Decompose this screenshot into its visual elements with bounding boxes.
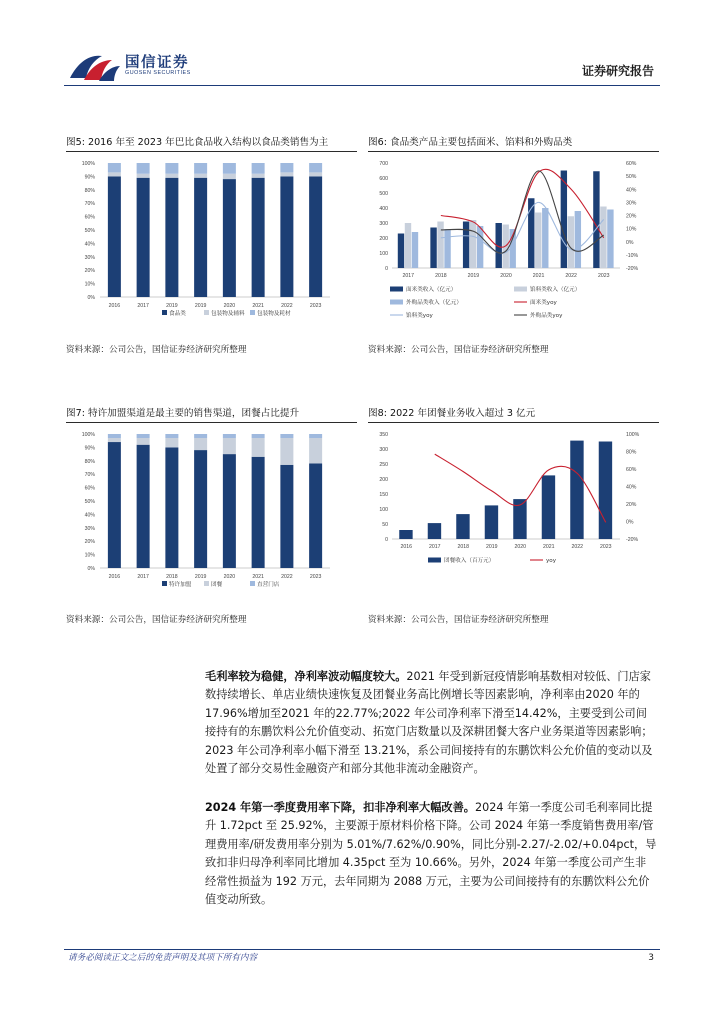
legend-label: 外购品类yoy: [530, 313, 563, 319]
figure-6-title: 图6: 食品类产品主要包括面米、馅料和外购品类: [368, 135, 659, 152]
legend-label: 团餐: [211, 582, 223, 588]
bar: [570, 441, 583, 539]
bar-segment: [252, 178, 265, 297]
page-number: 3: [648, 953, 654, 963]
paragraph-q1-analysis: [205, 799, 657, 909]
bar-segment: [108, 172, 121, 176]
bar-segment: [194, 434, 207, 438]
bar: [575, 211, 581, 268]
x-tick-label: 2017: [137, 574, 149, 580]
y-tick-label: 20%: [84, 268, 95, 275]
bar-segment: [108, 442, 121, 568]
y2-tick-label: 20%: [626, 502, 637, 508]
x-tick-label: 2021: [252, 574, 264, 580]
x-tick-label: 2020: [514, 544, 527, 550]
y2-tick-label: -20%: [626, 266, 639, 272]
bar: [412, 232, 418, 268]
y-tick-label: 10%: [84, 281, 95, 288]
bar-segment: [252, 174, 265, 178]
bar-segment: [165, 434, 178, 438]
bar-segment: [194, 178, 207, 297]
legend-swatch: [428, 558, 441, 563]
x-tick-label: 2016: [108, 303, 121, 309]
paragraph-text: 2024 年第一季度公司毛利率同比提升 1.72pct 至 25.92%，主要源于原材料价格下降。公司 2024 年第一季度销售费用率/管理费用率/研发费用率分别为 5.01%/7.62%/0.90%，同比分别-2.27/-2.02/+0.04pct，导致扣非归母净利率同比增加 4.35pct 至为 10.66%。另外，2024 年第一季度公司产生非经常性损益为 192 万元，去年同期为 2088 万元，主要为公司间接持有的东鹏饮料公允价值变动所致。: [205, 801, 657, 907]
x-tick-label: 2020: [223, 303, 236, 309]
y2-tick-label: 0%: [626, 519, 634, 526]
bar-segment: [280, 434, 293, 438]
bar: [542, 475, 555, 539]
bar: [535, 213, 541, 269]
legend-label: 包装物及辅料: [211, 311, 245, 317]
y-tick-label: 60%: [84, 485, 95, 492]
y-tick-label: 50%: [84, 228, 95, 234]
legend-label: 直营门店: [257, 582, 280, 588]
bar-segment: [165, 178, 178, 297]
x-tick-label: 2020: [500, 273, 512, 279]
bar-segment: [309, 163, 322, 172]
y-tick-label: 300: [379, 447, 388, 453]
y-tick-label: 100%: [81, 161, 95, 167]
y-tick-label: 30%: [84, 525, 95, 532]
legend-swatch: [514, 287, 527, 292]
paragraph-text: 2021 年受到新冠疫情影响基数相对较低、门店家数持续增长、单店业绩快速恢复及团餐业务高比例增长等因素影响，净利率由2020 年的17.96%增加至2021 年的22.77%;2022 年公司净利率下滑至14.42%，主要受到公司间接持有的东鹏饮料公允价值变动、拓宽门店数量以及深耕团餐大客户业务渠道等因素影响；2023 年公司净利率小幅下滑至 13.21%，系公司间接持有的东鹏饮料公允价值的变动以及处置了部分交易性金融资产和部分其他非流动金融资产。: [205, 670, 653, 776]
y-tick-label: 350: [379, 432, 388, 438]
figure-8-title: 图8: 2022 年团餐业务收入超过 3 亿元: [368, 406, 659, 423]
x-tick-label: 2019: [194, 574, 207, 580]
bar-segment: [108, 438, 121, 442]
bar-segment: [137, 445, 150, 568]
y-tick-label: 700: [379, 161, 388, 167]
footer-divider: [64, 949, 660, 950]
legend-swatch: [250, 581, 255, 586]
legend-label: 馅料类yoy: [406, 313, 433, 319]
bar: [485, 505, 498, 539]
bar-segment: [280, 172, 293, 176]
x-tick-label: 2018: [166, 574, 178, 580]
bar-segment: [252, 434, 265, 438]
x-tick-label: 2017: [137, 303, 149, 309]
figure-6: [368, 135, 659, 360]
bar: [607, 210, 613, 269]
legend-label: 食品类: [169, 311, 186, 317]
y-tick-label: 50%: [84, 499, 95, 505]
bar-segment: [108, 434, 121, 438]
bar: [456, 514, 469, 539]
x-tick-label: 2023: [309, 574, 322, 580]
x-tick-label: 2019: [166, 303, 178, 309]
y-tick-label: 200: [379, 477, 388, 483]
x-tick-label: 2019: [194, 303, 207, 309]
bar: [593, 171, 599, 268]
figure-5: [66, 135, 357, 360]
x-tick-label: 2017: [428, 544, 441, 550]
y2-tick-label: 60%: [626, 161, 637, 167]
y2-tick-label: 80%: [626, 449, 637, 456]
bar: [437, 222, 443, 269]
bar-segment: [108, 176, 121, 297]
bar: [599, 442, 612, 540]
y-tick-label: 0: [385, 266, 388, 272]
bar: [399, 530, 412, 539]
bar-segment: [223, 174, 236, 179]
bar-segment: [223, 438, 236, 454]
bar: [470, 220, 476, 268]
bar: [561, 171, 567, 269]
legend-swatch: [204, 310, 209, 315]
bar-segment: [194, 174, 207, 178]
figure-7: [66, 406, 357, 631]
y-tick-label: 20%: [84, 539, 95, 546]
bar-segment: [137, 163, 150, 174]
legend-label: 特许加盟: [169, 582, 192, 588]
legend-label: 团餐收入（百万元）: [444, 558, 495, 564]
y-tick-label: 100: [379, 251, 388, 257]
bar-segment: [194, 163, 207, 174]
bar-segment: [309, 434, 322, 438]
bar: [430, 228, 436, 269]
y-tick-label: 80%: [84, 458, 95, 465]
y2-tick-label: 60%: [626, 467, 637, 473]
y-tick-label: 90%: [84, 174, 95, 181]
header-divider: [64, 85, 660, 86]
bar-segment: [280, 163, 293, 172]
figure-7-source: 资料来源：公司公告，国信证券经济研究所整理: [66, 615, 247, 625]
y-tick-label: 400: [379, 206, 388, 212]
bar-segment: [280, 176, 293, 297]
bar: [568, 216, 574, 268]
y-tick-label: 70%: [84, 472, 95, 479]
x-tick-label: 2022: [281, 574, 293, 580]
legend-label: 面米类yoy: [530, 300, 557, 306]
company-logo: [68, 48, 238, 84]
x-tick-label: 2023: [597, 273, 610, 279]
x-tick-label: 2019: [467, 273, 480, 279]
legend-swatch: [204, 581, 209, 586]
bar-segment: [194, 438, 207, 450]
y2-tick-label: 10%: [626, 226, 637, 233]
y-tick-label: 250: [379, 462, 388, 468]
document-type: 证券研究报告: [581, 64, 654, 78]
bar: [405, 223, 411, 268]
y-tick-label: 60%: [84, 214, 95, 221]
bar-segment: [137, 438, 150, 445]
y-tick-label: 30%: [84, 254, 95, 261]
bar-segment: [309, 438, 322, 463]
y-tick-label: 300: [379, 221, 388, 227]
y2-tick-label: -10%: [626, 252, 639, 259]
bar: [542, 208, 548, 268]
y-tick-label: 40%: [84, 241, 95, 248]
bar: [398, 234, 404, 269]
legend-swatch: [390, 287, 403, 292]
bar: [463, 222, 469, 269]
bar-segment: [165, 163, 178, 174]
legend-label: 面米类收入（亿元）: [406, 287, 457, 293]
y-tick-label: 40%: [84, 512, 95, 519]
bar-segment: [223, 454, 236, 568]
bar-segment: [252, 438, 265, 457]
y-tick-label: 90%: [84, 445, 95, 452]
x-tick-label: 2023: [599, 544, 612, 550]
x-tick-label: 2021: [542, 544, 555, 550]
figure-8: [368, 406, 659, 631]
bar-segment: [137, 434, 150, 438]
bar-segment: [252, 163, 265, 174]
bar: [428, 523, 441, 539]
legend-label: yoy: [546, 558, 557, 564]
y-tick-label: 200: [379, 236, 388, 242]
bar-segment: [223, 179, 236, 297]
y2-tick-label: 20%: [626, 213, 637, 220]
legend-swatch: [162, 581, 167, 586]
bar: [477, 226, 483, 268]
x-tick-label: 2020: [223, 574, 236, 580]
bar-segment: [137, 178, 150, 297]
y-tick-label: 70%: [84, 201, 95, 208]
bar-segment: [194, 450, 207, 568]
y-tick-label: 50: [382, 522, 388, 528]
legend-swatch: [250, 310, 255, 315]
figure-7-title: 图7: 特许加盟渠道是最主要的销售渠道，团餐占比提升: [66, 406, 357, 423]
figure-5-title: 图5: 2016 年至 2023 年巴比食品收入结构以食品类销售为主: [66, 135, 357, 152]
bar-segment: [223, 163, 236, 174]
x-tick-label: 2016: [108, 574, 121, 580]
bar-segment: [137, 174, 150, 178]
bar-segment: [309, 172, 322, 176]
bar-segment: [165, 438, 178, 447]
y2-tick-label: -20%: [626, 537, 639, 543]
bar-segment: [165, 447, 178, 568]
bar-segment: [252, 457, 265, 568]
paragraph-lead: 毛利率较为稳健，净利率波动幅度较大。: [205, 670, 407, 683]
x-tick-label: 2022: [571, 544, 584, 550]
bar-segment: [165, 174, 178, 178]
y-tick-label: 0%: [87, 566, 95, 572]
y-tick-label: 0%: [87, 295, 95, 301]
legend-label: 外购品类收入（亿元）: [406, 300, 462, 306]
paragraph-margin-analysis: [205, 668, 657, 778]
y2-tick-label: 40%: [626, 187, 637, 194]
x-tick-label: 2019: [485, 544, 498, 550]
y-tick-label: 100: [379, 507, 388, 513]
x-tick-label: 2023: [309, 303, 322, 309]
guosen-logo-icon: [68, 48, 122, 84]
figure-5-source: 资料来源：公司公告，国信证券经济研究所整理: [66, 345, 247, 355]
y-tick-label: 600: [379, 176, 388, 182]
y-tick-label: 500: [379, 191, 388, 197]
legend-label: 包装物及耗材: [257, 311, 291, 317]
x-tick-label: 2017: [402, 273, 415, 279]
bar-segment: [108, 163, 121, 172]
x-tick-label: 2021: [252, 303, 264, 309]
y-tick-label: 10%: [84, 552, 95, 559]
legend-label: 馅料类收入（亿元）: [530, 287, 581, 293]
x-tick-label: 2016: [400, 544, 413, 550]
footer-disclaimer: 请务必阅读正文之后的免责声明及其项下所有内容: [68, 953, 258, 963]
y2-tick-label: 50%: [626, 174, 637, 181]
figure-7-chart: [66, 426, 357, 598]
y2-tick-label: 30%: [626, 200, 637, 207]
figure-6-chart: [368, 155, 659, 327]
y2-tick-label: 0%: [626, 239, 634, 246]
y2-tick-label: 40%: [626, 484, 637, 491]
x-tick-label: 2022: [565, 273, 577, 279]
figure-8-chart: [368, 426, 659, 598]
legend-swatch: [390, 300, 403, 305]
x-tick-label: 2022: [281, 303, 293, 309]
paragraph-lead: 2024 年第一季度费用率下降，扣非净利率大幅改善。: [205, 801, 475, 814]
figure-5-chart: [66, 155, 357, 327]
bar-segment: [280, 465, 293, 568]
y-tick-label: 100%: [81, 432, 95, 438]
bar: [444, 229, 450, 268]
bar-segment: [223, 434, 236, 438]
x-tick-label: 2018: [457, 544, 470, 550]
y2-tick-label: 100%: [626, 432, 640, 438]
figure-6-source: 资料来源：公司公告，国信证券经济研究所整理: [368, 345, 549, 355]
y-tick-label: 80%: [84, 187, 95, 194]
figure-8-source: 资料来源：公司公告，国信证券经济研究所整理: [368, 615, 549, 625]
y-tick-label: 150: [379, 492, 388, 498]
x-tick-label: 2021: [532, 273, 545, 279]
legend-swatch: [162, 310, 167, 315]
x-tick-label: 2018: [435, 273, 447, 279]
brand-name-en: GUOSEN SECURITIES: [125, 70, 191, 76]
bar-segment: [280, 438, 293, 465]
y-tick-label: 0: [385, 537, 388, 543]
bar-segment: [309, 463, 322, 568]
brand-name-cn: 国信证券: [125, 55, 189, 71]
bar-segment: [309, 176, 322, 297]
